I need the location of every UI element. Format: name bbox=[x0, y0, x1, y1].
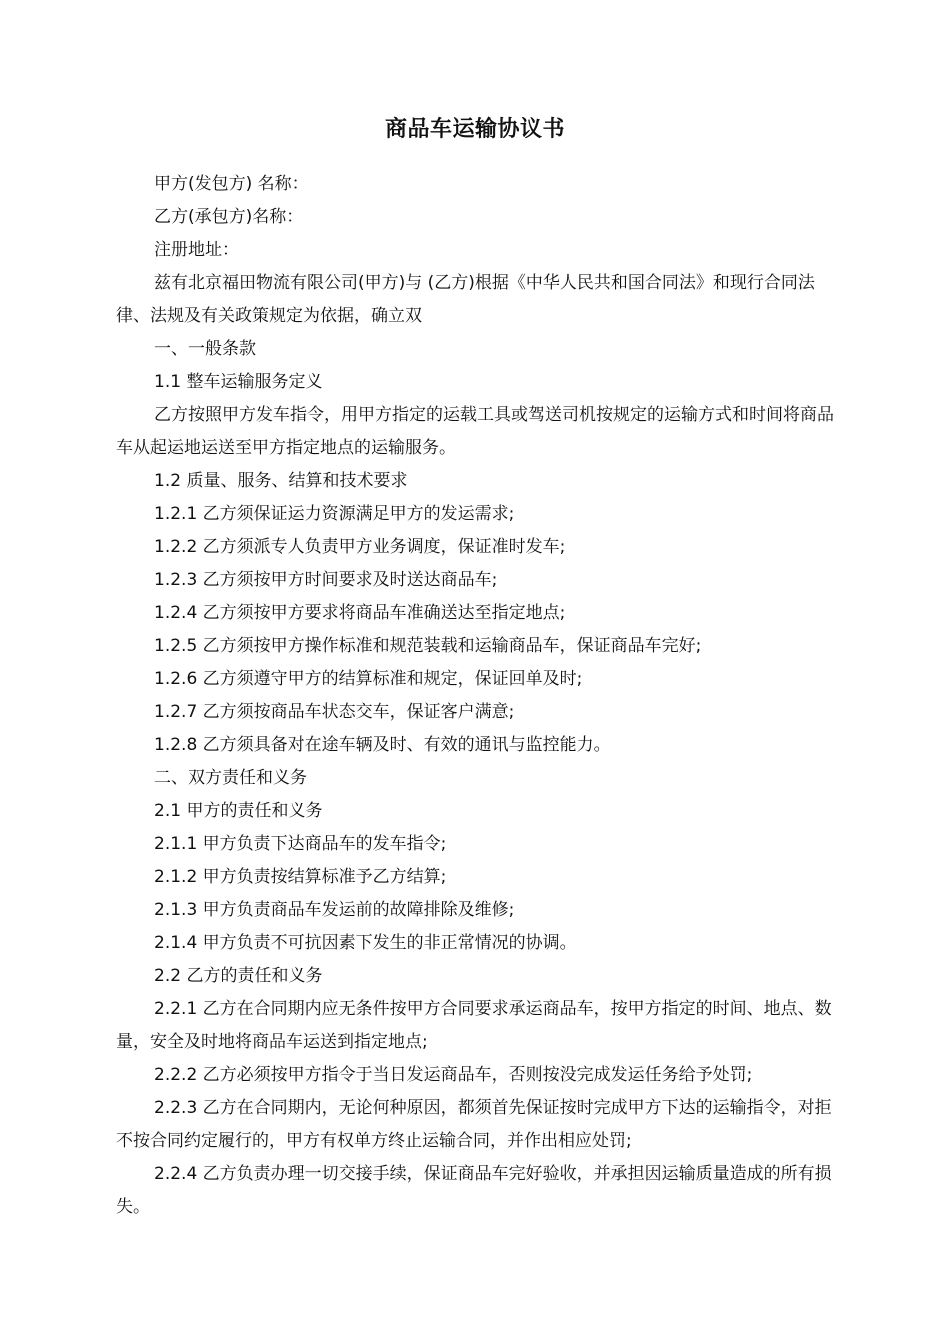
clause-item: 2.1.4 甲方负责不可抗因素下发生的非正常情况的协调。 bbox=[154, 933, 577, 953]
clause-text: 乙方按照甲方发车指令，用甲方指定的运载工具或驾送司机按规定的运输方式和时间将商品车从起运地运送至甲方指定地点的运输服务。 bbox=[116, 405, 834, 458]
section-heading-general-terms: 一、一般条款 bbox=[154, 339, 256, 359]
section-heading-responsibilities: 二、双方责任和义务 bbox=[154, 768, 307, 788]
clause-item: 1.2.6 乙方须遵守甲方的结算标准和规定，保证回单及时; bbox=[154, 669, 583, 689]
clause-item: 2.2.4 乙方负责办理一切交接手续，保证商品车完好验收，并承担因运输质量造成的所有损失。 bbox=[116, 1164, 832, 1217]
clause-item: 2.1.2 甲方负责按结算标准予乙方结算; bbox=[154, 867, 447, 887]
clause-item: 2.2.2 乙方必须按甲方指令于当日发运商品车，否则按没完成发运任务给予处罚; bbox=[154, 1065, 753, 1085]
clause-heading: 1.1 整车运输服务定义 bbox=[154, 372, 323, 392]
clause-item: 2.2.1 乙方在合同期内应无条件按甲方合同要求承运商品车，按甲方指定的时间、地点、数量，安全及时地将商品车运送到指定地点; bbox=[116, 999, 832, 1052]
paragraph-party-b-name: 乙方(承包方)名称： bbox=[154, 207, 304, 227]
document-body bbox=[116, 168, 834, 1224]
clause-heading: 2.1 甲方的责任和义务 bbox=[154, 801, 323, 821]
clause-heading: 2.2 乙方的责任和义务 bbox=[154, 966, 323, 986]
clause-item: 1.2.4 乙方须按甲方要求将商品车准确送达至指定地点; bbox=[154, 603, 566, 623]
clause-heading: 1.2 质量、服务、结算和技术要求 bbox=[154, 471, 408, 491]
clause-item: 2.2.3 乙方在合同期内，无论何种原因，都须首先保证按时完成甲方下达的运输指令，对拒不按合同约定履行的，甲方有权单方终止运输合同，并作出相应处罚; bbox=[116, 1098, 832, 1151]
clause-item: 1.2.8 乙方须具备对在途车辆及时、有效的通讯与监控能力。 bbox=[154, 735, 611, 755]
document-title: 商品车运输协议书 bbox=[384, 117, 565, 142]
clause-item: 1.2.7 乙方须按商品车状态交车，保证客户满意; bbox=[154, 702, 515, 722]
paragraph-party-a-name: 甲方(发包方) 名称： bbox=[154, 174, 309, 194]
clause-item: 1.2.5 乙方须按甲方操作标准和规范装载和运输商品车，保证商品车完好; bbox=[154, 636, 702, 656]
clause-item: 1.2.2 乙方须派专人负责甲方业务调度，保证准时发车; bbox=[154, 537, 566, 557]
paragraph-registered-address: 注册地址： bbox=[154, 240, 239, 260]
clause-item: 1.2.1 乙方须保证运力资源满足甲方的发运需求; bbox=[154, 504, 515, 524]
clause-item: 1.2.3 乙方须按甲方时间要求及时送达商品车; bbox=[154, 570, 498, 590]
clause-item: 2.1.3 甲方负责商品车发运前的故障排除及维修; bbox=[154, 900, 515, 920]
clause-item: 2.1.1 甲方负责下达商品车的发车指令; bbox=[154, 834, 447, 854]
paragraph-preamble: 兹有北京福田物流有限公司(甲方)与 (乙方)根据《中华人民共和国合同法》和现行合同法律、法规及有关政策规定为依据，确立双 bbox=[116, 273, 815, 326]
